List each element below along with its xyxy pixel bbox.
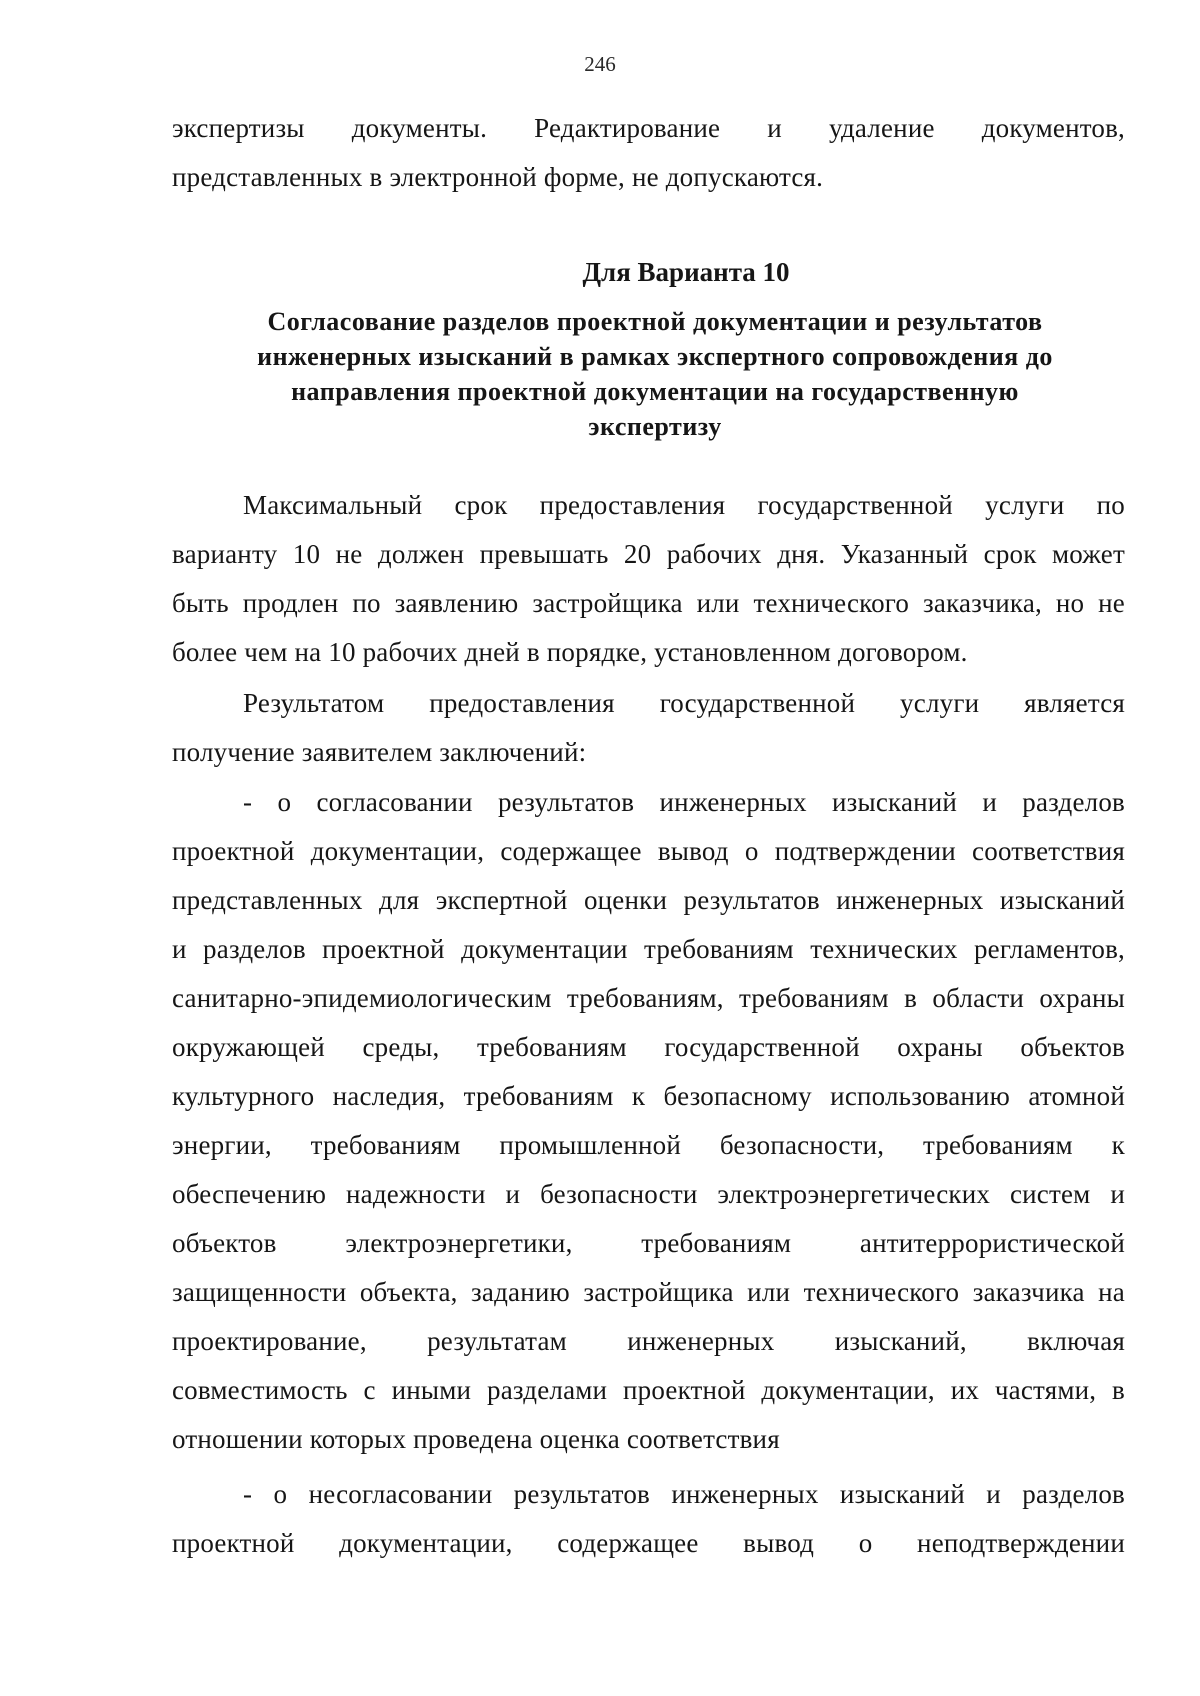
text-line: объектов электроэнергетики, требованиям антитеррористической: [172, 1228, 1125, 1258]
list-item-approval: [172, 778, 1125, 1464]
text-line: - о несогласовании результатов инженерных изысканий и разделов: [243, 1479, 1125, 1509]
text-line: совместимость с иными разделами проектной документации, их частями, в: [172, 1375, 1125, 1405]
paragraph-service-term: [172, 481, 1125, 677]
text-line: варианту 10 не должен превышать 20 рабочих дня. Указанный срок может: [172, 539, 1125, 569]
text-line: проектной документации, содержащее вывод о подтверждении соответствия: [172, 836, 1125, 866]
text-line: экспертизы документы. Редактирование и удаление документов,: [172, 113, 1125, 143]
text-line: представленных для экспертной оценки результатов инженерных изысканий: [172, 885, 1125, 915]
paragraph-service-result: [172, 679, 1125, 777]
intro-paragraph: [172, 104, 1125, 202]
text-line: окружающей среды, требованиям государственной охраны объектов: [172, 1032, 1125, 1062]
text-line: Максимальный срок предоставления государственной услуги по: [243, 490, 1125, 520]
text-line: энергии, требованиям промышленной безопасности, требованиям к: [172, 1130, 1125, 1160]
variant-heading: Для Варианта 10: [582, 257, 790, 287]
text-line: проектной документации, содержащее вывод о неподтверждении: [172, 1528, 1125, 1558]
text-line: - о согласовании результатов инженерных изысканий и разделов: [243, 787, 1125, 817]
page-number: 246: [584, 52, 616, 76]
text-line: обеспечению надежности и безопасности электроэнергетических систем и: [172, 1179, 1125, 1209]
text-line: быть продлен по заявлению застройщика или технического заказчика, но не: [172, 588, 1125, 618]
text-line: санитарно-эпидемиологическим требованиям, требованиям в области охраны: [172, 983, 1125, 1013]
text-line: Результатом предоставления государственной услуги является: [243, 688, 1125, 718]
section-heading: Согласование разделов проектной документации и результатов инженерных изысканий в рамках экспертного сопровождения до направления проектной документации на государственную экспертизу: [257, 307, 1053, 441]
text-line: проектирование, результатам инженерных изысканий, включая: [172, 1326, 1125, 1356]
text-line: защищенности объекта, заданию застройщика или технического заказчика на: [172, 1277, 1125, 1307]
text-line: отношении которых проведена оценка соответствия: [172, 1424, 780, 1454]
text-line: и разделов проектной документации требованиям технических регламентов,: [172, 934, 1125, 964]
list-item-rejection: [172, 1470, 1125, 1568]
text-line: представленных в электронной форме, не допускаются.: [172, 162, 824, 192]
text-line: получение заявителем заключений:: [172, 737, 587, 767]
text-line: культурного наследия, требованиям к безопасному использованию атомной: [172, 1081, 1125, 1111]
text-line: более чем на 10 рабочих дней в порядке, установленном договором.: [172, 637, 968, 667]
